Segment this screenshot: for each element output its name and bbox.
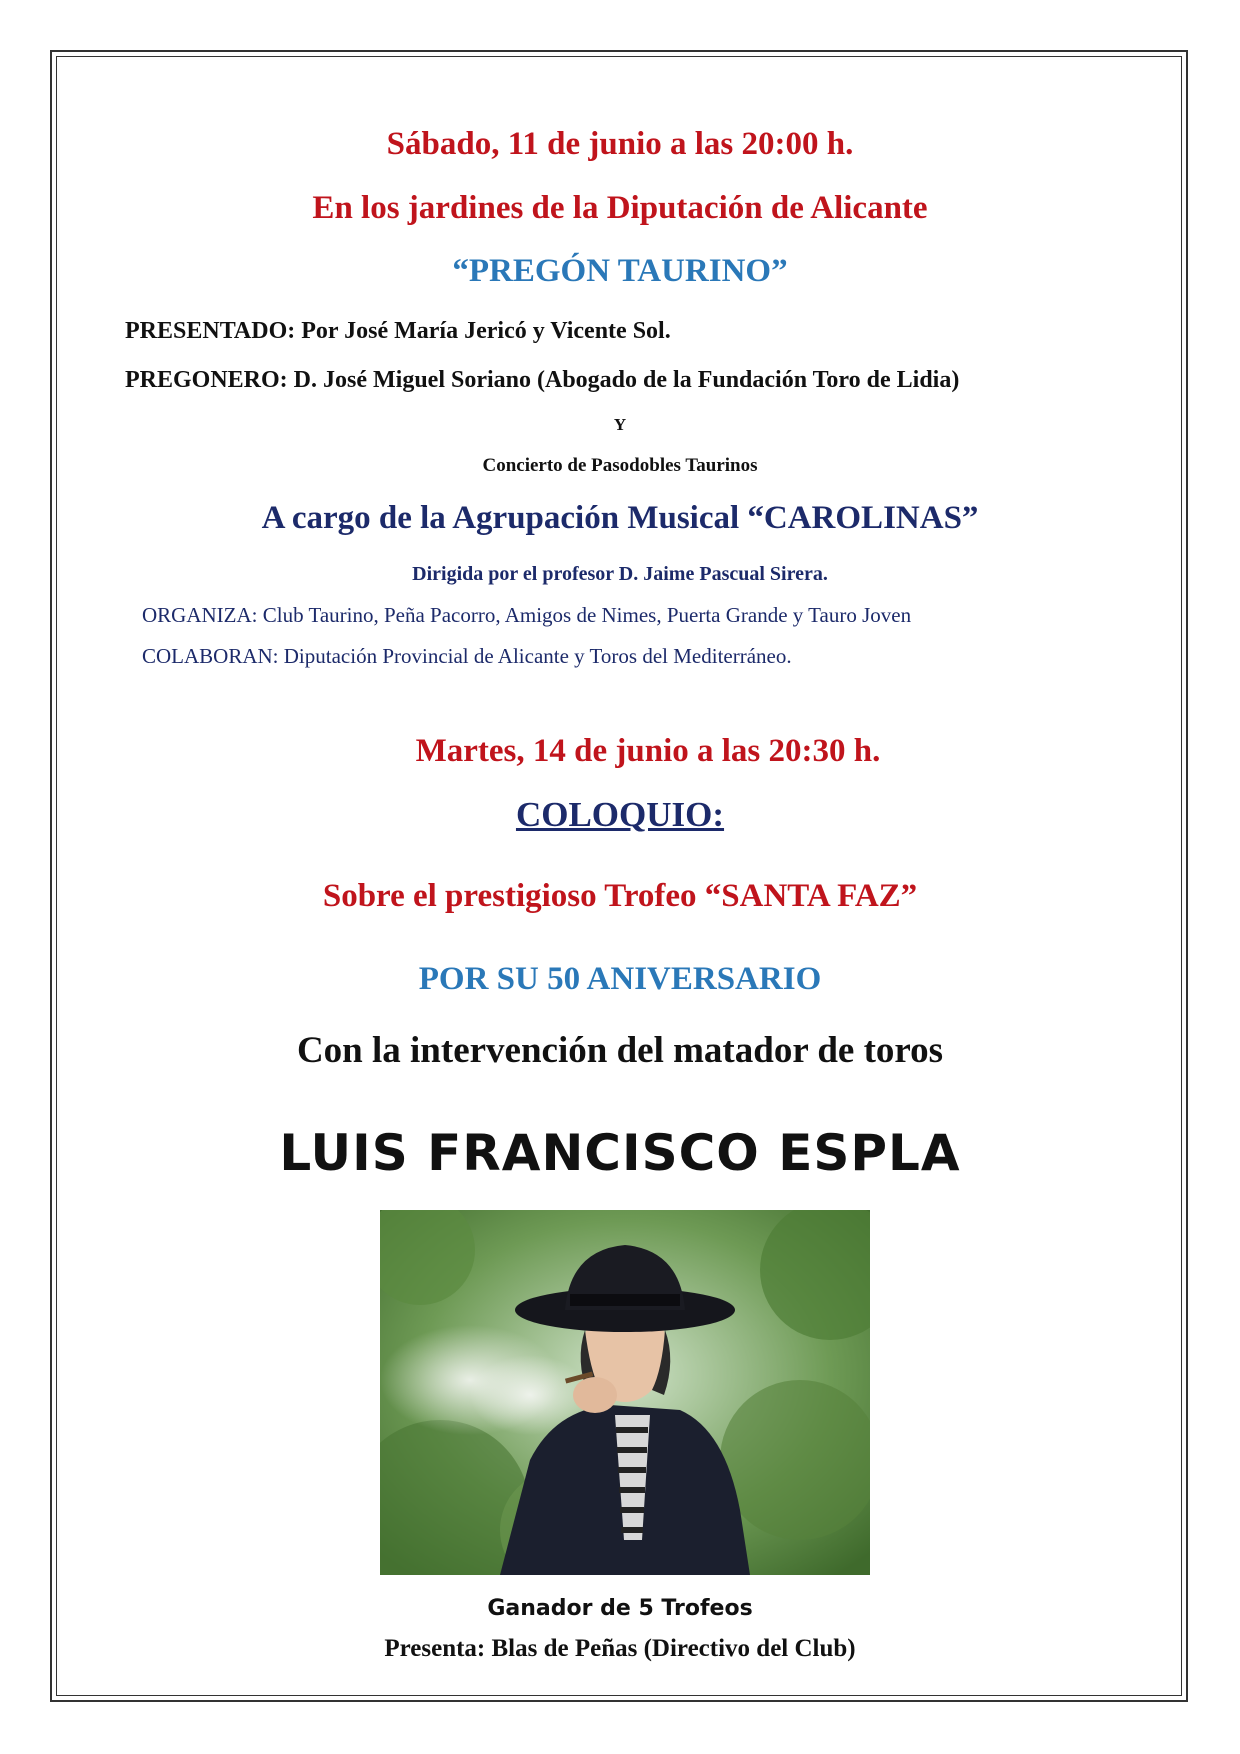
presented-label: PRESENTADO: <box>125 318 296 344</box>
organizers-text: Club Taurino, Peña Pacorro, Amigos de Nimes, Puerta Grande y Tauro Joven <box>262 603 912 627</box>
presenter-text: Presenta: Blas de Peñas (Directivo del Club) <box>384 1635 856 1662</box>
organizers-line <box>142 605 911 626</box>
event2-title: COLOQUIO: <box>515 795 725 834</box>
crier-line <box>125 368 959 392</box>
crier-label: PREGONERO: <box>125 367 288 393</box>
crier-text: D. José Miguel Soriano (Abogado de la Fundación Toro de Lidia) <box>293 367 960 393</box>
event2-intervention: Con la intervención del matador de toros <box>296 1030 944 1071</box>
presented-text: Por José María Jericó y Vicente Sol. <box>301 318 671 344</box>
collaborators-text: Diputación Provincial de Alicante y Toros del Mediterráneo. <box>283 644 792 668</box>
organizers-label: ORGANIZA: <box>142 603 258 627</box>
event2-anniversary: POR SU 50 ANIVERSARIO <box>418 961 822 997</box>
event1-title: “PREGÓN TAURINO” <box>452 253 788 289</box>
director-text: Dirigida por el profesor D. Jaime Pascual Sirera. <box>412 563 828 585</box>
collaborators-line <box>142 646 792 667</box>
event2-subject: Sobre el prestigioso Trofeo “SANTA FAZ” <box>322 878 918 914</box>
concert-text: Concierto de Pasodobles Taurinos <box>482 455 758 476</box>
matador-photo <box>380 1210 870 1575</box>
event1-venue: En los jardines de la Diputación de Alicante <box>312 190 928 226</box>
event2-date: Martes, 14 de junio a las 20:30 h. <box>415 733 881 769</box>
band-text: A cargo de la Agrupación Musical “CAROLINAS” <box>261 500 979 536</box>
event1-date: Sábado, 11 de junio a las 20:00 h. <box>386 126 854 162</box>
trophies-text: Ganador de 5 Trofeos <box>487 1596 753 1621</box>
collaborators-label: COLABORAN: <box>142 644 279 668</box>
and-connector: Y <box>613 415 627 434</box>
presented-line <box>125 319 671 343</box>
matador-name: LUIS FRANCISCO ESPLA <box>279 1124 961 1182</box>
